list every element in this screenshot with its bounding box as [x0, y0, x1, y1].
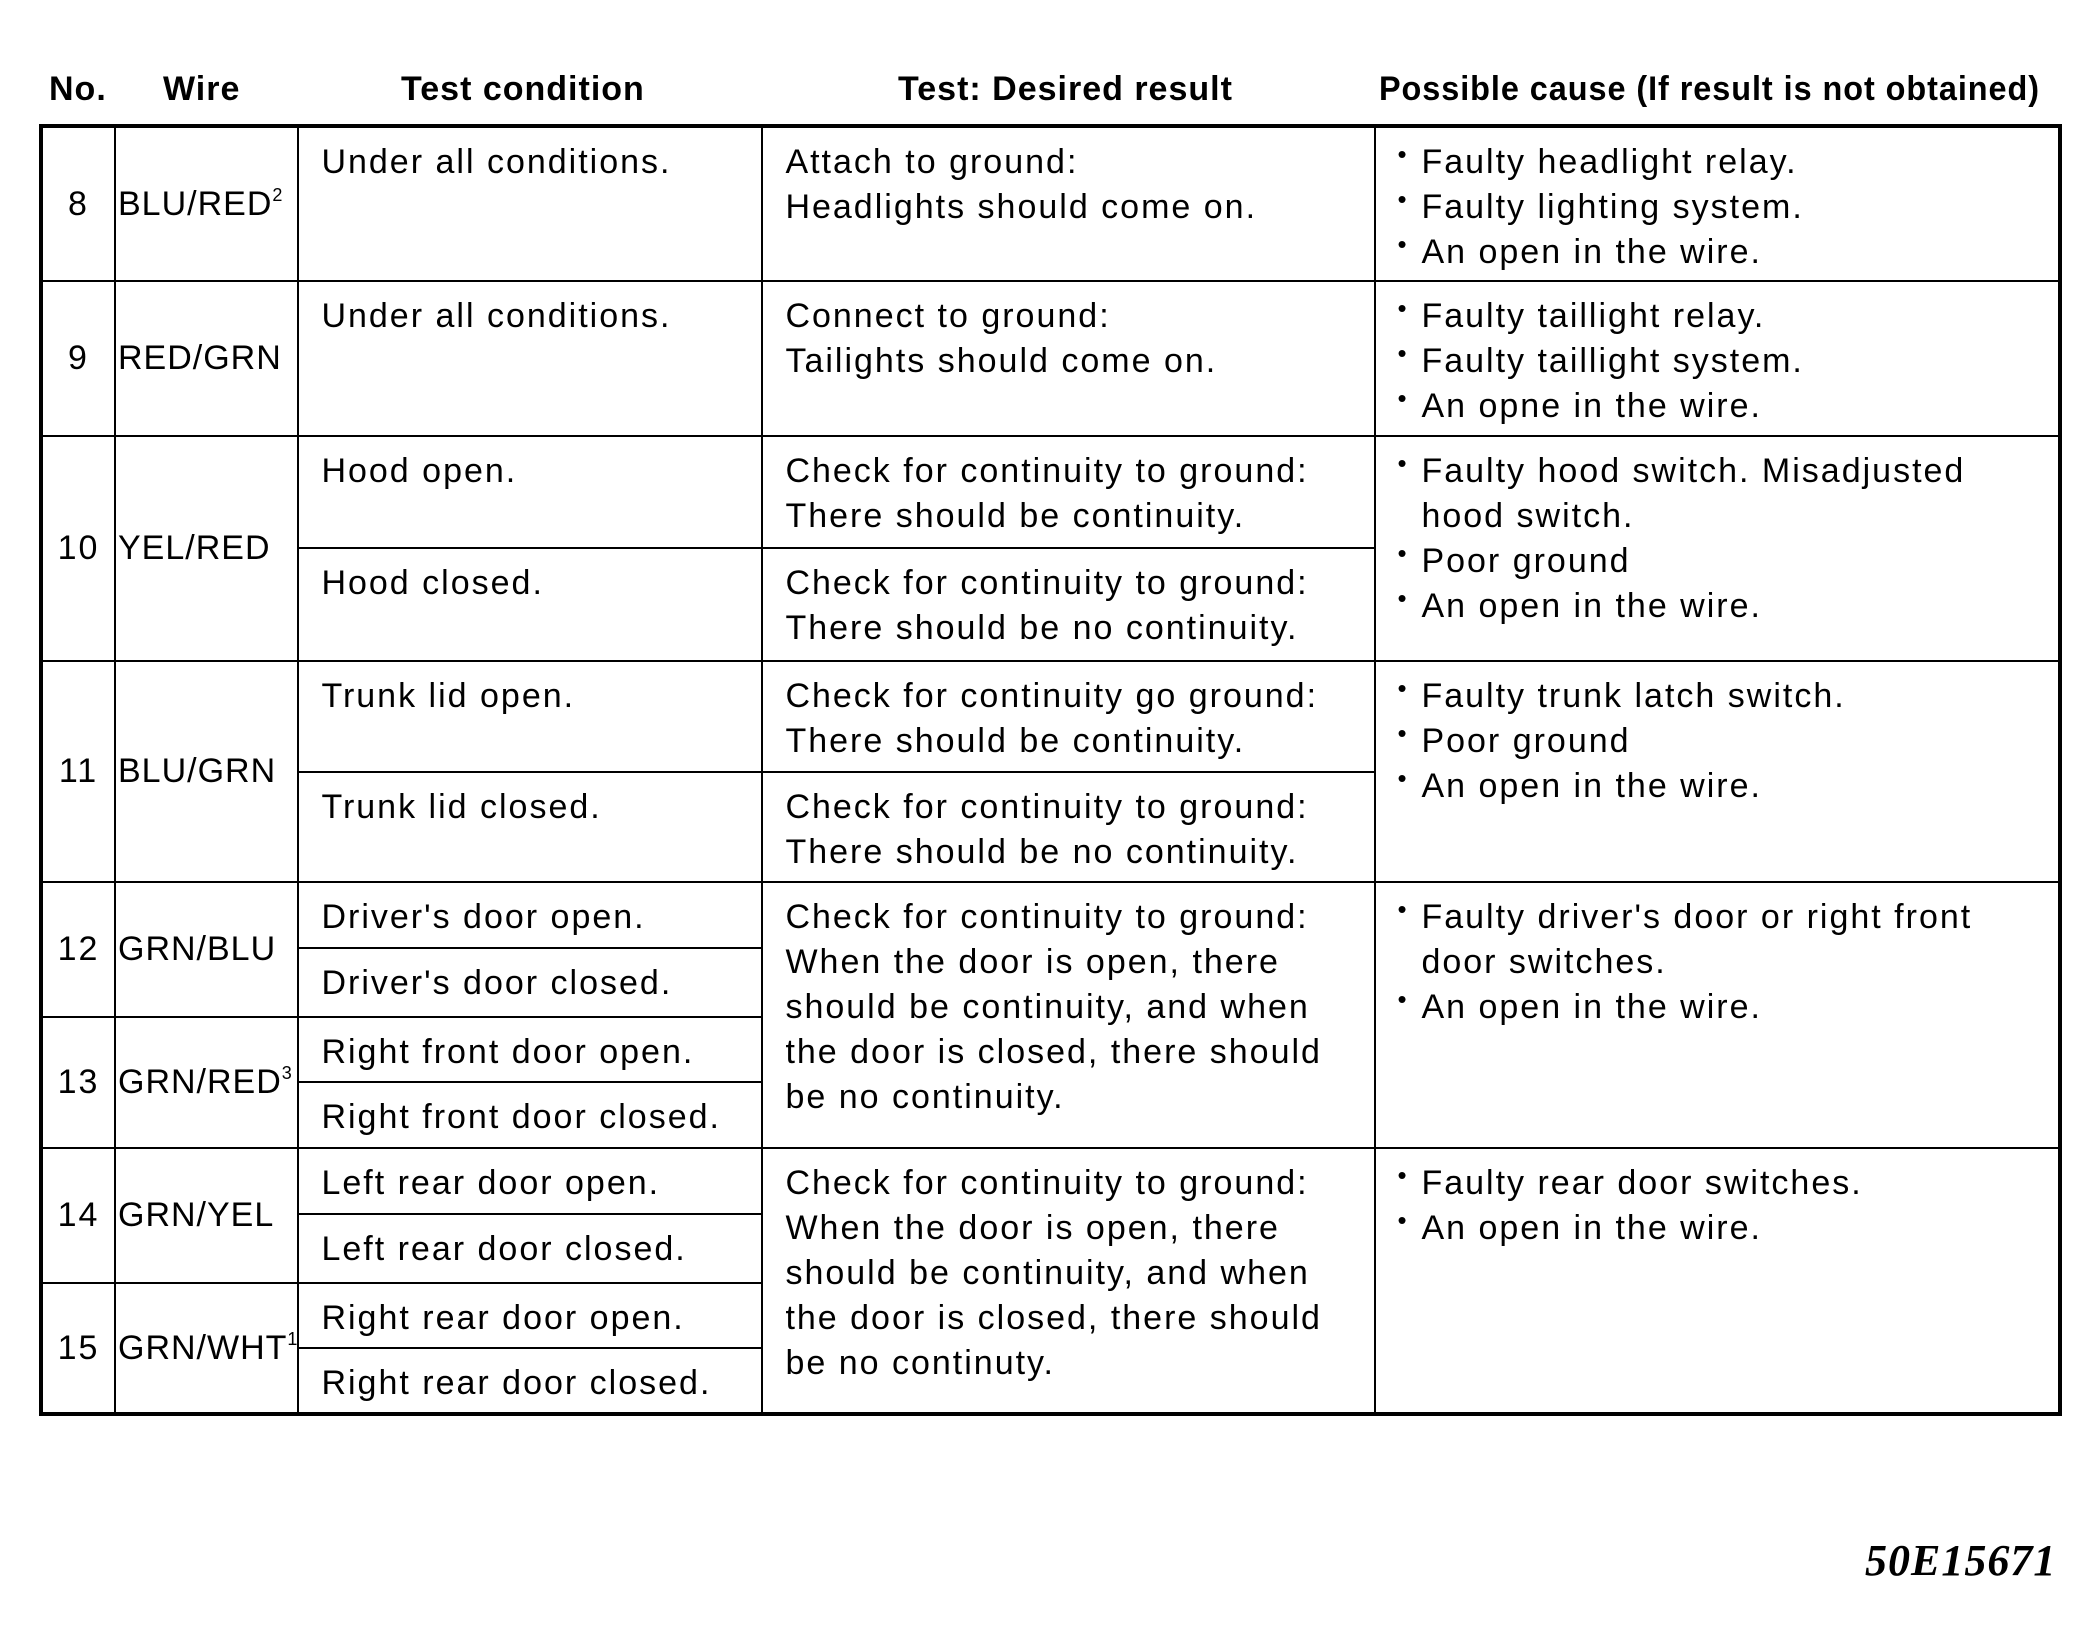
- cause-bullet-item: [1394, 674, 2042, 719]
- row-number: 11: [41, 661, 115, 882]
- cause-text: • An open in the wire.: [1421, 233, 1762, 271]
- cause-text: • An open in the wire.: [1421, 1209, 1762, 1247]
- header-no: No.: [49, 70, 107, 108]
- wire-footnote-mark: 2: [272, 184, 283, 205]
- figure-code: 50E15671: [1865, 1536, 2057, 1585]
- wire-cell: [115, 1283, 298, 1414]
- cause-bullet-item: [1394, 764, 2042, 809]
- cause-text: • Faulty taillight relay.: [1421, 297, 1766, 335]
- test-condition-line: Under all conditions.: [321, 297, 672, 335]
- wire-cell: [115, 661, 298, 882]
- cause-bullet-item: [1394, 230, 2042, 275]
- cause-text: • Faulty trunk latch switch.: [1421, 677, 1846, 715]
- test-condition-line: Right front door closed.: [321, 1098, 721, 1136]
- table-header-row: [0, 0, 2088, 120]
- cause-bullet-item: [1394, 1206, 2042, 1251]
- cause-text: • Faulty rear door switches.: [1421, 1164, 1863, 1202]
- desired-result-line: There should be continuity.: [785, 722, 1246, 760]
- possible-cause-cell: [1375, 661, 2060, 882]
- desired-result-line: Check for continuity to ground:: [785, 898, 1309, 936]
- cause-text: • Faulty hood switch. Misadjusted: [1421, 452, 1966, 490]
- row-number: 12: [41, 882, 115, 1017]
- test-condition-line: Right rear door open.: [321, 1299, 685, 1337]
- wire-color-code: GRN/YEL: [118, 1196, 275, 1234]
- desired-result-line: Check for continuity to ground:: [785, 452, 1309, 490]
- desired-result-line: be no continuity.: [785, 1078, 1065, 1116]
- desired-result-line: be no continuty.: [785, 1344, 1055, 1382]
- possible-cause-cell: [1375, 882, 2060, 1148]
- header-possible-cause: Possible cause (If result is not obtained): [1379, 70, 2040, 108]
- wire-footnote-mark: 1: [287, 1328, 298, 1349]
- table-row: [41, 126, 2060, 281]
- possible-cause-cell: [1375, 436, 2060, 661]
- desired-result-line: Check for continuity to ground:: [785, 1164, 1309, 1202]
- header-test-condition: Test condition: [401, 70, 645, 108]
- test-condition-line: Driver's door open.: [321, 898, 646, 936]
- cause-text: • Faulty headlight relay.: [1421, 143, 1798, 181]
- wire-color-code: GRN/BLU: [118, 930, 277, 968]
- wire-footnote-mark: 3: [281, 1063, 292, 1083]
- header-wire: Wire: [163, 70, 241, 108]
- wire-cell: [115, 126, 298, 281]
- cause-bullet-item: [1394, 539, 2042, 584]
- cause-bullet-item: [1394, 895, 2042, 985]
- test-condition: [298, 281, 762, 436]
- cause-text: • An open in the wire.: [1421, 988, 1762, 1026]
- cause-bullet-item: [1394, 140, 2042, 185]
- cause-text: • Poor ground: [1421, 722, 1631, 760]
- row-number: 14: [41, 1148, 115, 1283]
- row-number: 8: [41, 126, 115, 281]
- test-condition: [298, 1348, 762, 1414]
- cause-bullet-item: [1394, 185, 2042, 230]
- cause-text: • Faulty driver's door or right front: [1421, 898, 1973, 936]
- table-row: [41, 281, 2060, 436]
- desired-result-line: There should be no continuity.: [785, 609, 1299, 647]
- test-condition: [298, 1017, 762, 1082]
- cause-text: door switches.: [1421, 943, 1667, 981]
- cause-bullet-item: [1394, 339, 2042, 384]
- cause-text: • An open in the wire.: [1421, 767, 1762, 805]
- wire-color-code: BLU/GRN: [118, 752, 277, 790]
- test-condition: [298, 1148, 762, 1214]
- cause-bullet-item: [1394, 384, 2042, 429]
- header-desired-result: Test: Desired result: [898, 70, 1233, 108]
- test-condition-line: Trunk lid closed.: [321, 788, 602, 826]
- table-body: [41, 126, 2060, 1414]
- wire-cell: [115, 436, 298, 661]
- wire-color-code: BLU/RED: [118, 184, 273, 223]
- desired-result-line: Check for continuity to ground:: [785, 788, 1309, 826]
- cause-bullet-item: [1394, 449, 2042, 539]
- table-row: [41, 436, 2060, 548]
- possible-cause-cell: [1375, 126, 2060, 281]
- test-condition-line: Driver's door closed.: [321, 964, 673, 1002]
- desired-result-line: When the door is open, there: [785, 943, 1280, 981]
- row-number: 15: [41, 1283, 115, 1414]
- test-condition: [298, 1082, 762, 1148]
- cause-bullet-item: [1394, 584, 2042, 629]
- cause-text: • An open in the wire.: [1421, 587, 1762, 625]
- test-condition: [298, 882, 762, 948]
- test-condition-line: Left rear door open.: [321, 1164, 661, 1202]
- desired-result: [762, 436, 1375, 548]
- desired-result: [762, 126, 1375, 281]
- test-condition-line: Right rear door closed.: [321, 1364, 712, 1402]
- table-row: [41, 882, 2060, 948]
- test-condition: [298, 548, 762, 661]
- possible-cause-cell: [1375, 281, 2060, 436]
- test-condition: [298, 1214, 762, 1283]
- cause-text: • Faulty taillight system.: [1421, 342, 1804, 380]
- desired-result-line: Headlights should come on.: [785, 188, 1258, 226]
- wire-color-code: RED/GRN: [118, 339, 282, 377]
- cause-bullet-item: [1394, 719, 2042, 764]
- desired-result-line: There should be no continuity.: [785, 833, 1299, 871]
- cause-text: • An opne in the wire.: [1421, 387, 1762, 425]
- desired-result: [762, 548, 1375, 661]
- desired-result: [762, 772, 1375, 882]
- desired-result: [762, 281, 1375, 436]
- desired-result: [762, 882, 1375, 1148]
- cause-bullet-item: [1394, 985, 2042, 1030]
- wire-color-code: YEL/RED: [118, 529, 271, 567]
- test-condition-line: Hood open.: [321, 452, 518, 490]
- test-condition: [298, 661, 762, 772]
- table-row: [41, 1148, 2060, 1214]
- desired-result-line: should be continuity, and when: [785, 1254, 1310, 1292]
- wire-cell: [115, 882, 298, 1017]
- cause-text: • Poor ground: [1421, 542, 1631, 580]
- test-condition: [298, 772, 762, 882]
- cause-bullet-item: [1394, 294, 2042, 339]
- desired-result-line: Check for continuity go ground:: [785, 677, 1319, 715]
- test-condition: [298, 126, 762, 281]
- test-condition-line: Left rear door closed.: [321, 1230, 687, 1268]
- desired-result-line: the door is closed, there should: [785, 1033, 1322, 1071]
- desired-result-line: should be continuity, and when: [785, 988, 1310, 1026]
- wire-color-code: GRN/WHT: [118, 1328, 288, 1367]
- row-number: 10: [41, 436, 115, 661]
- desired-result: [762, 1148, 1375, 1414]
- desired-result-line: There should be continuity.: [785, 497, 1246, 535]
- row-number: 9: [41, 281, 115, 436]
- test-condition: [298, 436, 762, 548]
- test-condition-line: Under all conditions.: [321, 143, 672, 181]
- desired-result-line: Connect to ground:: [785, 297, 1111, 335]
- table-row: [41, 661, 2060, 772]
- wire-cell: [115, 281, 298, 436]
- desired-result-line: When the door is open, there: [785, 1209, 1280, 1247]
- test-condition-line: Right front door open.: [321, 1033, 695, 1071]
- desired-result-line: the door is closed, there should: [785, 1299, 1322, 1337]
- possible-cause-cell: [1375, 1148, 2060, 1414]
- test-condition: [298, 948, 762, 1017]
- test-condition-line: Hood closed.: [321, 564, 544, 602]
- cause-text: • Faulty lighting system.: [1421, 188, 1804, 226]
- row-number: 13: [41, 1017, 115, 1148]
- wire-color-code: GRN/RED: [118, 1063, 282, 1101]
- cause-bullet-item: [1394, 1161, 2042, 1206]
- cause-text: hood switch.: [1421, 497, 1635, 535]
- desired-result-line: Tailights should come on.: [785, 342, 1218, 380]
- desired-result-line: Attach to ground:: [785, 143, 1079, 181]
- test-condition: [298, 1283, 762, 1348]
- test-condition-line: Trunk lid open.: [321, 677, 576, 715]
- wire-cell: [115, 1017, 298, 1148]
- desired-result: [762, 661, 1375, 772]
- desired-result-line: Check for continuity to ground:: [785, 564, 1309, 602]
- wire-cell: [115, 1148, 298, 1283]
- wiring-test-table: [39, 124, 2062, 1416]
